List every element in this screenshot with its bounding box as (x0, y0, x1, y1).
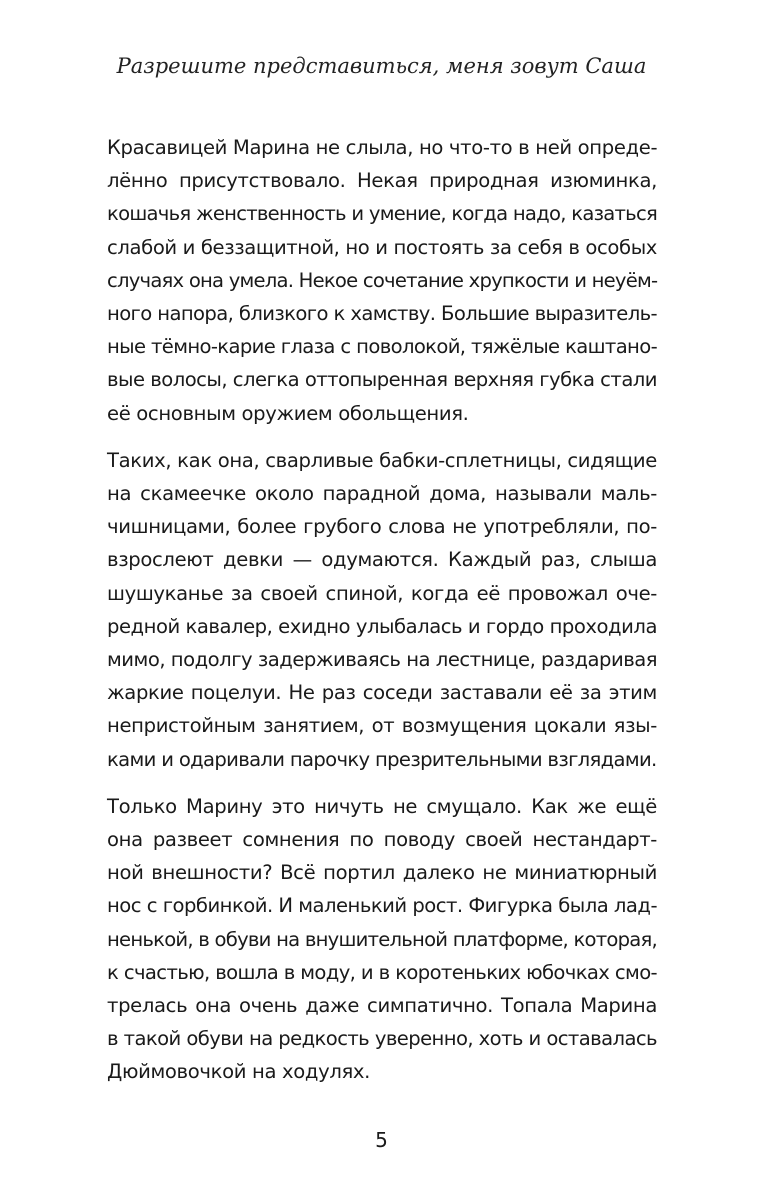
paragraph (107, 790, 657, 1089)
paragraph (107, 444, 657, 776)
text-line: ненькой, в обуви на внушительной платформе, которая, (107, 927, 657, 951)
text-line: ками и одаривали парочку презрительными взглядами. (107, 747, 657, 771)
text-line: ные тёмно-карие глаза с поволокой, тяжёлые каштано- (107, 335, 657, 359)
text-line: непристойным занятием, от возмущения цокали язы- (107, 714, 657, 738)
text-line: в такой обуви на редкость уверенно, хоть и оставалась (107, 1027, 657, 1051)
body-text (107, 131, 657, 1103)
text-line: редной кавалер, ехидно улыбалась и гордо проходила (107, 614, 657, 638)
text-line: трелась она очень даже симпатично. Топала Марина (107, 994, 657, 1018)
text-line: ного напора, близкого к хамству. Большие выразитель- (107, 302, 657, 326)
text-line: Только Марину это ничуть не смущало. Как же ещё (107, 794, 657, 818)
text-line: случаях она умела. Некое сочетание хрупкости и неуём- (107, 268, 658, 292)
text-line: слабой и беззащитной, но и постоять за себя в особых (107, 235, 657, 259)
text-line: Красавицей Марина не слыла, но что-то в ней опреде- (107, 136, 658, 159)
running-head: Разрешите представиться, меня зовут Саша (116, 54, 647, 78)
text-line: её основным оружием обольщения. (107, 401, 469, 425)
text-line: взрослеют девки — одумаются. Каждый раз, слыша (107, 548, 657, 572)
page-number: 5 (375, 1128, 388, 1152)
text-line: нос с горбинкой. И маленький рост. Фигурка была лад- (107, 894, 657, 918)
text-line: лённо присутствовало. Некая природная изюминка, (107, 169, 657, 193)
text-line: жаркие поцелуи. Не раз соседи заставали её за этим (107, 681, 657, 705)
text-line: мимо, подолгу задерживаясь на лестнице, раздаривая (107, 648, 658, 672)
text-line: к счастью, вошла в моду, и в коротеньких юбочках смо- (107, 960, 657, 984)
text-line: вые волосы, слегка оттопыренная верхняя губка стали (107, 368, 657, 392)
text-line: Таких, как она, сварливые бабки-сплетницы, сидящие (107, 448, 657, 472)
text-line: она развеет сомнения по поводу своей нестандарт- (107, 828, 657, 852)
text-line: Дюймовочкой на ходулях. (107, 1060, 371, 1084)
text-line: чишницами, более грубого слова не употребляли, по- (107, 515, 657, 539)
text-line: шушуканье за своей спиной, когда её провожал оче- (107, 581, 657, 605)
paragraph (107, 131, 657, 430)
text-line: на скамеечке около парадной дома, называли маль- (107, 482, 657, 506)
text-line: ной внешности? Всё портил далеко не миниатюрный (107, 861, 657, 885)
text-line: кошачья женственность и умение, когда надо, казаться (107, 202, 657, 226)
